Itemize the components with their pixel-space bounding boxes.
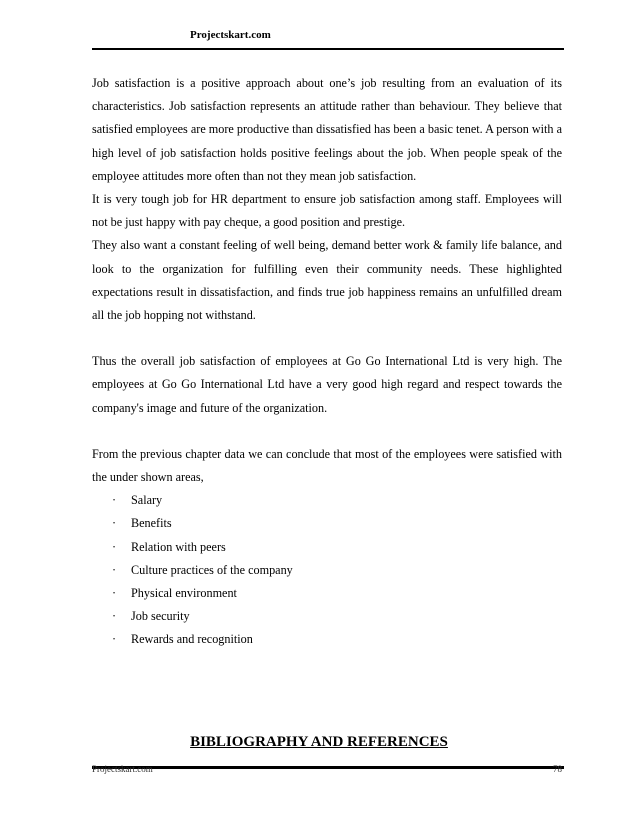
page-header-site: Projectskart.com — [190, 29, 271, 41]
list-item-label: Rewards and recognition — [131, 632, 253, 647]
list-item — [92, 512, 562, 535]
bullet-icon: · — [112, 516, 117, 531]
footer-site: Projectskart.com — [92, 764, 153, 774]
bullet-icon: · — [112, 493, 117, 508]
list-item — [92, 628, 562, 651]
page-number: 78 — [553, 764, 562, 774]
list-item — [92, 559, 562, 582]
list-item — [92, 605, 562, 628]
list-item-label: Benefits — [131, 516, 172, 531]
list-item-label: Job security — [131, 609, 190, 624]
list-item — [92, 536, 562, 559]
bullet-icon: · — [112, 632, 117, 647]
satisfied-areas-list — [92, 489, 562, 651]
list-item — [92, 582, 562, 605]
page-body — [92, 72, 562, 652]
paragraph-conclusion-intro: From the previous chapter data we can conclude that most of the employees were satisfied with the under shown areas, — [92, 446, 562, 485]
paragraph-overall-satisfaction: Thus the overall job satisfaction of employees at Go Go International Ltd is very high. The employees at Go Go International Ltd have a very good high regard and respect towards the company's image and future of the organization. — [92, 354, 562, 415]
paragraph-job-satisfaction-definition: Job satisfaction is a positive approach about one’s job resulting from an evaluation of its characteristics. Job satisfaction represents an attitude rather than behaviour. They believe that satisfied employees are more productive than dissatisfied has been a basic tenet. A person with a high level of job satisfaction holds positive feelings about the job. When people speak of the employee attitudes more often than not they mean job satisfaction. — [92, 76, 562, 183]
list-item — [92, 489, 562, 512]
bullet-icon: · — [112, 539, 117, 554]
list-item-label: Physical environment — [131, 586, 237, 601]
header-divider — [92, 48, 564, 50]
bullet-icon: · — [112, 562, 117, 577]
section-title-bibliography: BIBLIOGRAPHY AND REFERENCES — [190, 734, 448, 750]
list-item-label: Relation with peers — [131, 539, 226, 554]
list-item-label: Culture practices of the company — [131, 562, 293, 577]
bullet-icon: · — [112, 586, 117, 601]
footer-divider — [92, 766, 564, 769]
paragraph-hr-difficulty: It is very tough job for HR department to ensure job satisfaction among staff. Employees will not be just happy with pay cheque, a good position and prestige. — [92, 192, 562, 230]
bullet-icon: · — [112, 609, 117, 624]
list-item-label: Salary — [131, 493, 163, 508]
paragraph-employee-expectations: They also want a constant feeling of well being, demand better work & family life balance, and look to the organization for fulfilling even their community needs. These highlighted expectations result in dissatisfaction, and finds true job happiness remains an unfulfilled dream all the job hopping not withstand. — [92, 238, 562, 323]
